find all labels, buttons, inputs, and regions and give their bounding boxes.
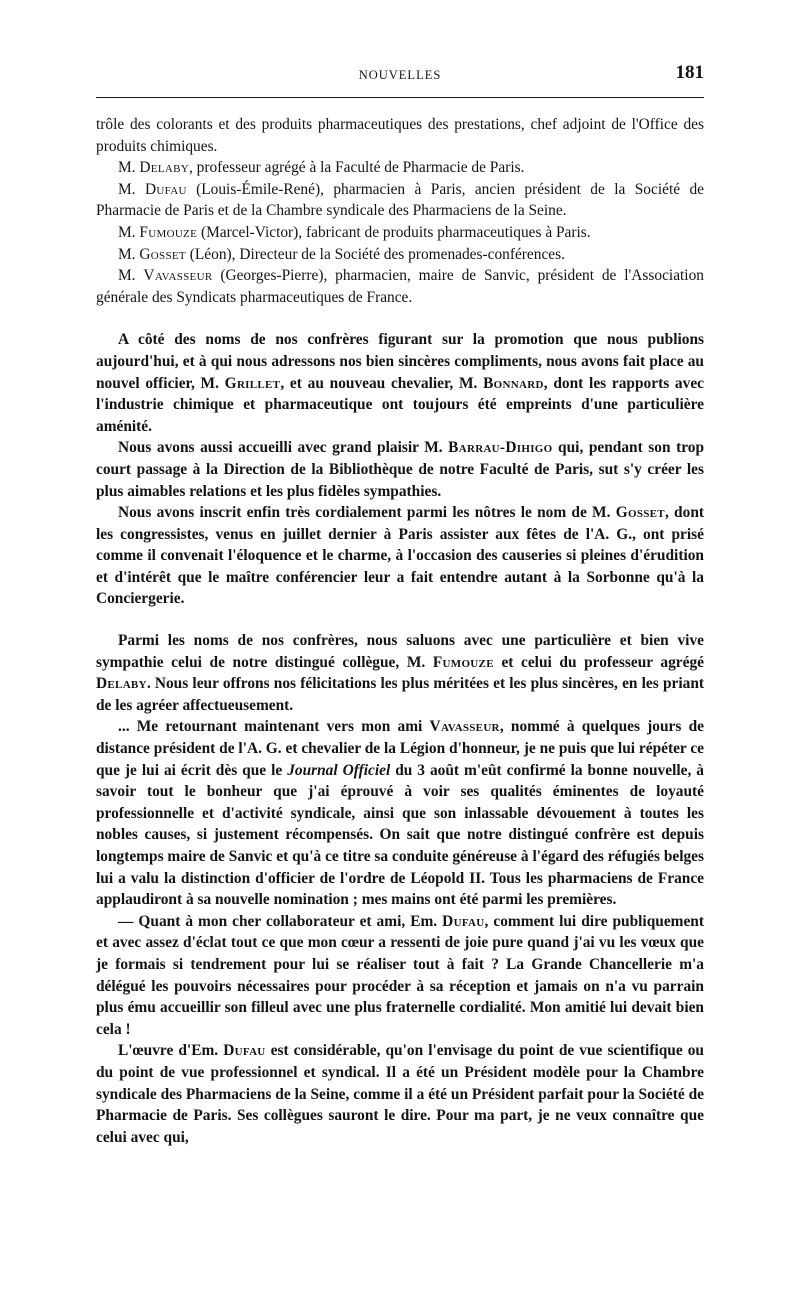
section-gap [96,308,704,329]
paragraph-dufau-oeuvre [96,1040,704,1148]
text-run: , dont les rapports avec l'industrie chimique et pharmaceutique ont toujours été empreints d'une particulière aménité. [96,374,704,435]
text-run: — Quant à mon cher collaborateur et ami, Em. [118,912,443,930]
award-entry-vavasseur [96,265,704,308]
award-entry-dufau [96,179,704,222]
person-name: Delaby [96,675,147,693]
entry-text: (Léon), Directeur de la Société des promenades-conférences. [185,245,565,263]
entry-text: (Marcel-Victor), fabricant de produits pharmaceutiques à Paris. [197,223,591,241]
text-run: Nous avons inscrit enfin très cordialement parmi les nôtres le nom de M. [118,504,616,522]
entry-prefix: M. [118,267,144,285]
paragraph-confreres [96,329,704,437]
person-name: Fumouze [139,223,198,241]
paragraph-continuation: trôle des colorants et des produits pharmaceutiques des prestations, chef adjoint de l'Office des produits chimiques. [96,116,704,155]
person-name: Dufau [442,912,485,930]
award-entry-fumouze [96,222,704,244]
text-run: , nommé à quelques jours de distance président de l'A. G. et chevalier de la Légion d'honneur, je ne puis que lui répéter ce que je lui ai écrit dès que le [96,718,704,779]
person-name: Dufau [144,180,187,198]
text-run: est considérable, qu'on l'envisage du point de vue scientifique ou du point de vue professionnel et syndical. Il a été un Président modèle pour la Chambre syndicale des Pharmaciens de la Seine, comme il a été un Président parfait pour la Société de Pharmacie de Paris. Ses collègues sauront le dire. Pour ma part, je ne veux connaître que celui avec qui, [96,1042,704,1146]
person-name: Fumouze [432,653,494,671]
person-name: Bonnard [483,374,544,392]
entry-prefix: M. [118,159,140,177]
text-run: et celui du professeur agrégé [493,653,704,671]
text-run: ... Me retournant maintenant vers mon ami [118,718,430,736]
entry-text: (Louis-Émile-René), pharmacien à Paris, ancien président de la Société de Pharmacie de Paris et de la Chambre syndicale des Pharmaciens de la Seine. [96,180,704,220]
award-entry-gosset [96,244,704,266]
text-run: du 3 août m'eût confirmé la bonne nouvelle, à savoir tout le bonheur que j'ai éprouvé à voir ses qualités éminentes de loyauté professionnelle et d'activité syndicale, ainsi que son inlassable dévouement à toutes les nobles causes, si justement récompensés. On sait que notre distingué confrère est depuis longtemps maire de Sanvic et qu'à ce titre sa conduite généreuse à l'égard des réfugiés belges lui a valu la distinction d'officier de l'ordre de Léopold II. Tous les pharmaciens de France applaudiront à sa nouvelle nomination ; mes mains ont été parmi les premières. [96,761,704,909]
paragraph-vavasseur [96,716,704,910]
text-run: . Nous leur offrons nos félicitations les plus méritées et les plus sincères, en les priant de les agréer affectueusement. [96,675,704,714]
body-text [96,114,704,1148]
person-name: Gosset [139,245,186,263]
text-run: L'œuvre d'Em. [118,1042,224,1060]
header-rule [96,97,704,98]
section-gap [96,610,704,630]
text-run: , comment lui dire publiquement et avec assez d'éclat tout ce que mon cœur a ressenti de joie pure quand j'ai vu les vœux que je formais si tendrement pour lui se réaliser tout à fait ? La Grande Chancellerie m'a délégué les pouvoirs nécessaires pour procéder à sa réception et jamais on n'a vu parrain plus ému accueillir son filleul avec une plus fraternelle cordialité. Mon amitié lui devait bien cela ! [96,912,704,1038]
entry-prefix: M. [118,245,140,263]
person-name: Grillet [224,374,281,392]
paragraph-gosset [96,502,704,610]
paragraph-fumouze-delaby [96,630,704,716]
award-entry-delaby [96,157,704,179]
person-name: Vavasseur [143,267,213,285]
person-name: Barrau-Dihigo [448,439,553,457]
running-title: NOUVELLES [358,68,442,82]
person-name: Dufau [223,1042,266,1060]
person-name: Gosset [615,504,665,522]
text-run: Parmi les noms de nos confrères, nous saluons avec une particulière et bien vive sympathie celui de notre distingué collègue, M. [96,632,704,671]
paragraph-barrau-dihigo [96,437,704,502]
entry-text: (Georges-Pierre), pharmacien, maire de Sanvic, président de l'Association générale des Syndicats pharmaceutiques de France. [96,267,704,306]
person-name: Vavasseur [429,718,500,736]
person-name: Delaby [139,159,189,177]
paragraph-dufau-reception [96,911,704,1041]
text-run: Nous avons aussi accueilli avec grand plaisir M. [118,439,449,457]
journal-title: Journal Officiel [287,761,391,779]
text-run: qui, pendant son trop court passage à la Direction de la Bibliothèque de notre Faculté de Paris, sut s'y créer les plus aimables relations et les plus fidèles sympathies. [96,439,705,500]
page-number: 181 [675,62,704,83]
entry-text: , professeur agrégé à la Faculté de Pharmacie de Paris. [188,159,525,177]
text-run: , et au nouveau chevalier, M. [280,374,484,392]
text-run: , dont les congressistes, venus en juillet dernier à Paris assister aux fêtes de l'A. G., ont prisé comme il convenait l'éloquence et le charme, à l'occasion des causeries si pleines d'érudition et d'intérêt que le maître conférencier leur a fait entendre autant à la Sorbonne qu'à la Conciergerie. [96,504,704,608]
entry-prefix: M. [118,180,145,198]
entry-prefix: M. [118,223,140,241]
text-run: A côté des noms de nos confrères figurant sur la promotion que nous publions aujourd'hui, et à qui nous adressons nos bien sincères compliments, nous avons fait place au nouvel officier, M. [96,331,704,392]
